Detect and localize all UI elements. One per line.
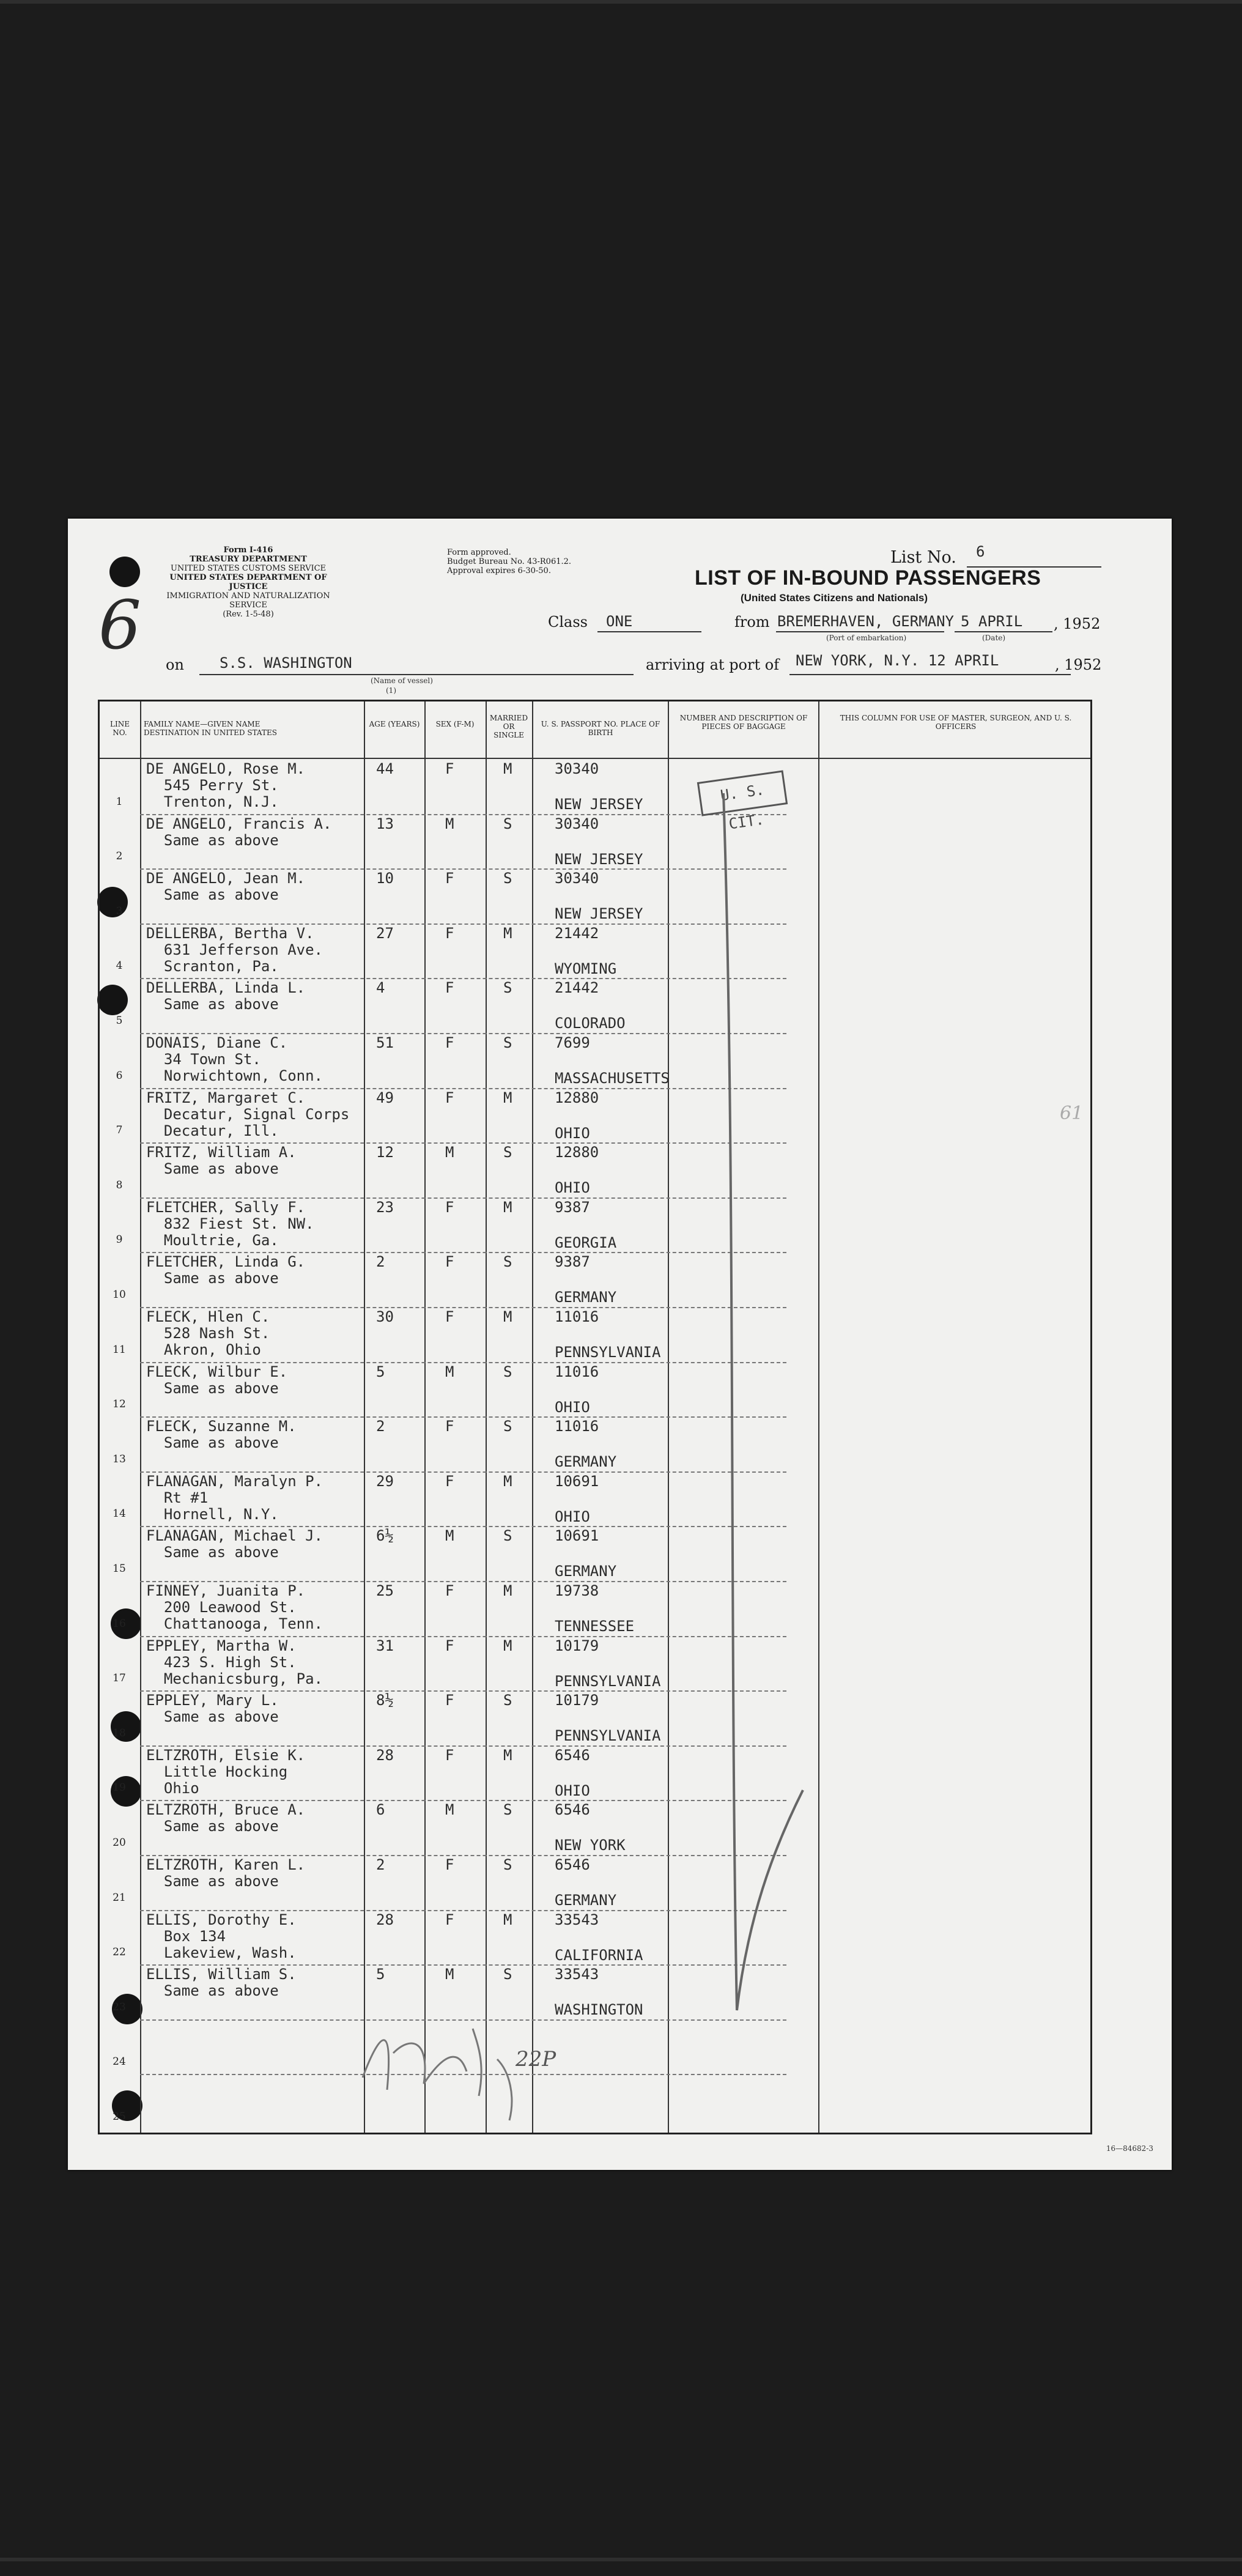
passenger-address-line: Same as above	[146, 1160, 279, 1178]
passenger-address-line: Same as above	[146, 886, 279, 904]
passenger-sex: F	[445, 1692, 454, 1709]
place-of-birth: MASSACHUSETTS	[555, 1070, 670, 1087]
passenger-age: 4	[376, 979, 385, 997]
passenger-sex: F	[445, 1472, 454, 1490]
col-header-name: FAMILY NAME—GIVEN NAME DESTINATION IN UNITED STATES	[144, 720, 277, 737]
passenger-marital-status: S	[503, 1966, 512, 1983]
passenger-address-line: Chattanooga, Tenn.	[146, 1615, 323, 1632]
place-of-birth: NEW JERSEY	[555, 905, 643, 923]
line-number: 18	[113, 1727, 126, 1739]
passenger-marital-status: M	[503, 1308, 512, 1325]
passenger-name: DELLERBA, Bertha V.	[146, 924, 314, 942]
passport-number: 7699	[555, 1034, 590, 1051]
place-of-birth: GERMANY	[555, 1453, 617, 1471]
place-of-birth: PENNSYLVANIA	[555, 1727, 661, 1745]
passenger-marital-status: M	[503, 924, 512, 942]
passenger-sex: F	[445, 870, 454, 887]
place-of-birth: OHIO	[555, 1179, 590, 1197]
line-number: 1	[116, 795, 123, 808]
approval-note: Form approved. Budget Bureau No. 43-R061.2. Approval expires 6-30-50.	[447, 548, 572, 576]
passport-number: 30340	[555, 870, 599, 887]
passenger-name: EPPLEY, Martha W.	[146, 1637, 297, 1654]
passenger-name: FLANAGAN, Maralyn P.	[146, 1472, 323, 1490]
passenger-name: ELTZROTH, Bruce A.	[146, 1801, 306, 1819]
line-number: 9	[116, 1234, 123, 1246]
passenger-sex: F	[445, 1253, 454, 1271]
passenger-name: FRITZ, Margaret C.	[146, 1089, 306, 1106]
passenger-address-line: Lakeview, Wash.	[146, 1944, 297, 1961]
passport-number: 9387	[555, 1198, 590, 1216]
passport-number: 6546	[555, 1801, 590, 1819]
line-number: 23	[113, 2000, 126, 2013]
date-caption: (Date)	[982, 634, 1006, 642]
passenger-address-line: Trenton, N.J.	[146, 793, 279, 810]
passenger-address-line: Mechanicsburg, Pa.	[146, 1670, 323, 1687]
arrival-port: NEW YORK, N.Y. 12 APRIL	[796, 652, 999, 669]
passenger-sex: M	[445, 1144, 454, 1161]
passport-number: 6546	[555, 1856, 590, 1873]
margin-pencil-note: 61	[1060, 1103, 1084, 1124]
col-header-marital: MARRIED OR SINGLE	[489, 714, 528, 739]
passenger-address-line: Scranton, Pa.	[146, 957, 279, 975]
place-of-birth: GERMANY	[555, 1563, 617, 1580]
passenger-name: DONAIS, Diane C.	[146, 1034, 288, 1051]
passenger-name: FLECK, Hlen C.	[146, 1308, 270, 1325]
passenger-sex: F	[445, 1308, 454, 1325]
page-title: LIST OF IN-BOUND PASSENGERS	[695, 566, 1041, 590]
passport-number: 21442	[555, 924, 599, 942]
passenger-sex: F	[445, 979, 454, 997]
passenger-address-line: Moultrie, Ga.	[146, 1231, 279, 1249]
line-number: 14	[113, 1508, 126, 1520]
passenger-marital-status: M	[503, 1746, 512, 1764]
vessel-name: S.S. WASHINGTON	[220, 654, 352, 672]
passenger-sex: F	[445, 1856, 454, 1873]
passenger-name: ELLIS, Dorothy E.	[146, 1911, 297, 1928]
line-number: 4	[116, 960, 123, 972]
agency-header: Form I-416 TREASURY DEPARTMENT UNITED STATES CUSTOMS SERVICE UNITED STATES DEPARTMENT OF JUSTICE IMMIGRATION AND NATURALIZATION SERVICE (Rev. 1-5-48)	[157, 546, 340, 619]
binder-hole	[109, 557, 140, 587]
form-print-code: 16—84682-3	[1106, 2144, 1153, 2153]
passenger-age: 28	[376, 1746, 394, 1764]
passenger-name: FLETCHER, Linda G.	[146, 1253, 306, 1271]
passenger-address-line: Decatur, Ill.	[146, 1122, 279, 1139]
page-subtitle: (United States Citizens and Nationals)	[741, 592, 928, 604]
place-of-birth: OHIO	[555, 1398, 590, 1416]
list-no-value: 6	[976, 543, 985, 560]
arrival-year: , 1952	[1055, 656, 1102, 673]
class-line	[597, 631, 701, 632]
passenger-marital-status: S	[503, 1034, 512, 1051]
passenger-age: 6	[376, 1801, 385, 1819]
passenger-address-line: 200 Leawood St.	[146, 1599, 297, 1616]
col-header-baggage: NUMBER AND DESCRIPTION OF PIECES OF BAGGAGE	[679, 714, 808, 731]
passenger-address-line: Same as above	[146, 1818, 279, 1835]
embarkation-year: , 1952	[1054, 615, 1101, 632]
col-header-line-no: LINE NO.	[110, 720, 130, 737]
embarkation-date: 5 APRIL	[961, 613, 1023, 630]
line-number: 22	[113, 1946, 126, 1959]
passenger-marital-status: M	[503, 1637, 512, 1654]
on-label: on	[166, 656, 184, 673]
passenger-age: 31	[376, 1637, 394, 1654]
passenger-marital-status: S	[503, 870, 512, 887]
passport-number: 9387	[555, 1253, 590, 1271]
line-number: 10	[113, 1289, 126, 1301]
passport-number: 11016	[555, 1418, 599, 1435]
passenger-age: 25	[376, 1582, 394, 1599]
pencil-checkmark	[711, 787, 809, 2047]
passenger-address-line: Hornell, N.Y.	[146, 1505, 279, 1523]
passenger-sex: F	[445, 1034, 454, 1051]
class-value: ONE	[606, 613, 633, 630]
passenger-name: FLECK, Suzanne M.	[146, 1418, 297, 1435]
margin-page-mark: 6	[98, 586, 141, 664]
line-number: 3	[116, 905, 123, 917]
line-number: 21	[113, 1891, 126, 1904]
passenger-age: 23	[376, 1198, 394, 1216]
place-of-birth: CALIFORNIA	[555, 1946, 643, 1964]
signature-note: 22P	[516, 2047, 556, 2071]
passenger-age: 6½	[376, 1527, 394, 1545]
port-of-embarkation: BREMERHAVEN, GERMANY	[777, 613, 954, 630]
passport-number: 6546	[555, 1746, 590, 1764]
embarkation-caption: (Port of embarkation)	[826, 634, 907, 642]
passenger-marital-status: S	[503, 1856, 512, 1873]
passport-number: 19738	[555, 1582, 599, 1599]
passport-number: 10691	[555, 1472, 599, 1490]
passenger-address-line: 423 S. High St.	[146, 1653, 297, 1671]
passenger-name: DE ANGELO, Francis A.	[146, 815, 332, 832]
passenger-address-line: 528 Nash St.	[146, 1325, 270, 1342]
passenger-address-line: Ohio	[146, 1779, 199, 1797]
place-of-birth: NEW JERSEY	[555, 796, 643, 813]
passport-number: 10691	[555, 1527, 599, 1545]
place-of-birth: COLORADO	[555, 1015, 626, 1032]
passport-number: 12880	[555, 1144, 599, 1161]
passenger-marital-status: S	[503, 1527, 512, 1545]
passport-number: 12880	[555, 1089, 599, 1106]
passenger-name: FLETCHER, Sally F.	[146, 1198, 306, 1216]
line-number: 5	[116, 1015, 123, 1027]
passenger-address-line: Same as above	[146, 1544, 279, 1561]
scan-border-bottom	[0, 2558, 1242, 2561]
passenger-age: 10	[376, 870, 394, 887]
passenger-sex: M	[445, 1801, 454, 1819]
passenger-marital-status: S	[503, 1144, 512, 1161]
passenger-address-line: Norwichtown, Conn.	[146, 1067, 323, 1084]
passenger-marital-status: S	[503, 979, 512, 997]
passenger-age: 2	[376, 1418, 385, 1435]
passenger-marital-status: S	[503, 1801, 512, 1819]
passenger-sex: F	[445, 1198, 454, 1216]
passenger-address-line: Same as above	[146, 1270, 279, 1287]
line-number: 17	[113, 1672, 126, 1685]
line-number: 12	[113, 1398, 126, 1411]
vessel-line	[199, 674, 634, 675]
passenger-address-line: Box 134	[146, 1927, 226, 1945]
passenger-sex: F	[445, 924, 454, 942]
passenger-marital-status: S	[503, 815, 512, 832]
place-of-birth: NEW YORK	[555, 1837, 626, 1854]
line-number: 6	[116, 1069, 123, 1082]
passenger-address-line: 631 Jefferson Ave.	[146, 941, 323, 958]
passenger-marital-status: S	[503, 1692, 512, 1709]
passenger-age: 5	[376, 1363, 385, 1380]
place-of-birth: TENNESSEE	[555, 1618, 635, 1635]
passenger-age: 49	[376, 1089, 394, 1106]
passenger-sex: F	[445, 1637, 454, 1654]
passenger-address-line: Akron, Ohio	[146, 1341, 261, 1358]
passenger-name: FLECK, Wilbur E.	[146, 1363, 288, 1380]
passport-number: 33543	[555, 1966, 599, 1983]
passenger-sex: F	[445, 760, 454, 777]
place-of-birth: OHIO	[555, 1124, 590, 1142]
line-number: 15	[113, 1563, 126, 1575]
line-number: 19	[113, 1782, 126, 1794]
line-number: 13	[113, 1453, 126, 1465]
passenger-address-line: 545 Perry St.	[146, 777, 279, 794]
line-number: 11	[113, 1343, 126, 1356]
from-label: from	[734, 613, 770, 631]
line-number: 25	[113, 2111, 126, 2123]
form-number: Form I-416	[223, 546, 273, 555]
passenger-age: 44	[376, 760, 394, 777]
passenger-address-line: Same as above	[146, 1379, 279, 1397]
passenger-marital-status: S	[503, 1253, 512, 1271]
passenger-address-line: Little Hocking	[146, 1763, 288, 1780]
passenger-age: 13	[376, 815, 394, 832]
place-of-birth: GERMANY	[555, 1289, 617, 1306]
place-of-birth: WASHINGTON	[555, 2001, 643, 2019]
passenger-name: DELLERBA, Linda L.	[146, 979, 306, 997]
passenger-address-line: 832 Fiest St. NW.	[146, 1215, 314, 1232]
passenger-marital-status: M	[503, 1472, 512, 1490]
passenger-age: 5	[376, 1966, 385, 1983]
place-of-birth: GEORGIA	[555, 1234, 617, 1251]
passenger-name: FRITZ, William A.	[146, 1144, 297, 1161]
passenger-age: 27	[376, 924, 394, 942]
passenger-sex: F	[445, 1418, 454, 1435]
passenger-name: DE ANGELO, Rose M.	[146, 760, 306, 777]
list-no-label: List No.	[890, 548, 956, 567]
passenger-address-line: Same as above	[146, 1708, 279, 1726]
passenger-age: 12	[376, 1144, 394, 1161]
line-number: 8	[116, 1179, 123, 1191]
passport-number: 11016	[555, 1308, 599, 1325]
passenger-name: FLANAGAN, Michael J.	[146, 1527, 323, 1545]
vessel-caption: (Name of vessel)	[371, 676, 433, 685]
passenger-sex: F	[445, 1089, 454, 1106]
passenger-sex: F	[445, 1746, 454, 1764]
passenger-name: FINNEY, Juanita P.	[146, 1582, 306, 1599]
passenger-address-line: Same as above	[146, 1873, 279, 1890]
passenger-marital-status: S	[503, 1363, 512, 1380]
passenger-sex: F	[445, 1582, 454, 1599]
passport-number: 30340	[555, 760, 599, 777]
date-line	[955, 631, 1052, 632]
line-number: 24	[113, 2056, 126, 2068]
passenger-address-line: Decatur, Signal Corps	[146, 1105, 350, 1123]
passport-number: 30340	[555, 815, 599, 832]
passenger-marital-status: M	[503, 1198, 512, 1216]
passenger-name: EPPLEY, Mary L.	[146, 1692, 279, 1709]
passenger-marital-status: M	[503, 1089, 512, 1106]
place-of-birth: NEW JERSEY	[555, 850, 643, 868]
place-of-birth: OHIO	[555, 1508, 590, 1525]
passport-number: 10179	[555, 1692, 599, 1709]
passenger-marital-status: M	[503, 1911, 512, 1928]
passenger-name: ELTZROTH, Karen L.	[146, 1856, 306, 1873]
vessel-colnum: (1)	[386, 686, 396, 695]
passport-number: 21442	[555, 979, 599, 997]
col-header-officers: THIS COLUMN FOR USE OF MASTER, SURGEON, AND U. S. OFFICERS	[840, 714, 1072, 731]
col-header-passport: U. S. PASSPORT NO. PLACE OF BIRTH	[541, 720, 660, 737]
passenger-address-line: Rt #1	[146, 1489, 209, 1506]
line-number: 20	[113, 1837, 126, 1849]
passenger-age: 28	[376, 1911, 394, 1928]
passenger-age: 2	[376, 1856, 385, 1873]
passenger-name: DE ANGELO, Jean M.	[146, 870, 306, 887]
passport-number: 33543	[555, 1911, 599, 1928]
passenger-age: 51	[376, 1034, 394, 1051]
passenger-sex: M	[445, 815, 454, 832]
place-of-birth: WYOMING	[555, 960, 617, 977]
passenger-sex: M	[445, 1966, 454, 1983]
us-citizen-stamp: U. S. CIT.	[697, 770, 788, 816]
line-number: 2	[116, 850, 123, 863]
passenger-address-line: 34 Town St.	[146, 1051, 261, 1068]
line-number: 7	[116, 1124, 123, 1137]
passenger-table	[98, 700, 1092, 2134]
passenger-age: 2	[376, 1253, 385, 1271]
line-number: 16	[113, 1617, 126, 1630]
passenger-marital-status: S	[503, 1418, 512, 1435]
from-line	[776, 631, 944, 632]
passenger-age: 29	[376, 1472, 394, 1490]
col-header-age: AGE (YEARS)	[369, 720, 420, 728]
passenger-marital-status: M	[503, 1582, 512, 1599]
place-of-birth: PENNSYLVANIA	[555, 1672, 661, 1690]
passenger-address-line: Same as above	[146, 831, 279, 849]
arrival-line	[789, 674, 1071, 675]
passport-number: 11016	[555, 1363, 599, 1380]
passenger-name: ELTZROTH, Elsie K.	[146, 1746, 306, 1764]
passenger-sex: F	[445, 1911, 454, 1928]
passenger-sex: M	[445, 1527, 454, 1545]
passport-number: 10179	[555, 1637, 599, 1654]
scan-border-top	[0, 0, 1242, 4]
col-header-sex: SEX (F-M)	[435, 720, 475, 728]
passenger-age: 30	[376, 1308, 394, 1325]
passenger-age: 8½	[376, 1692, 394, 1709]
passenger-address-line: Same as above	[146, 996, 279, 1013]
passenger-address-line: Same as above	[146, 1982, 279, 2000]
passenger-sex: M	[445, 1363, 454, 1380]
arriving-label: arriving at port of	[646, 656, 780, 673]
passenger-marital-status: M	[503, 760, 512, 777]
passenger-address-line: Same as above	[146, 1434, 279, 1452]
place-of-birth: GERMANY	[555, 1892, 617, 1909]
place-of-birth: PENNSYLVANIA	[555, 1344, 661, 1361]
passenger-name: ELLIS, William S.	[146, 1966, 297, 1983]
class-label: Class	[548, 613, 588, 631]
place-of-birth: OHIO	[555, 1782, 590, 1799]
